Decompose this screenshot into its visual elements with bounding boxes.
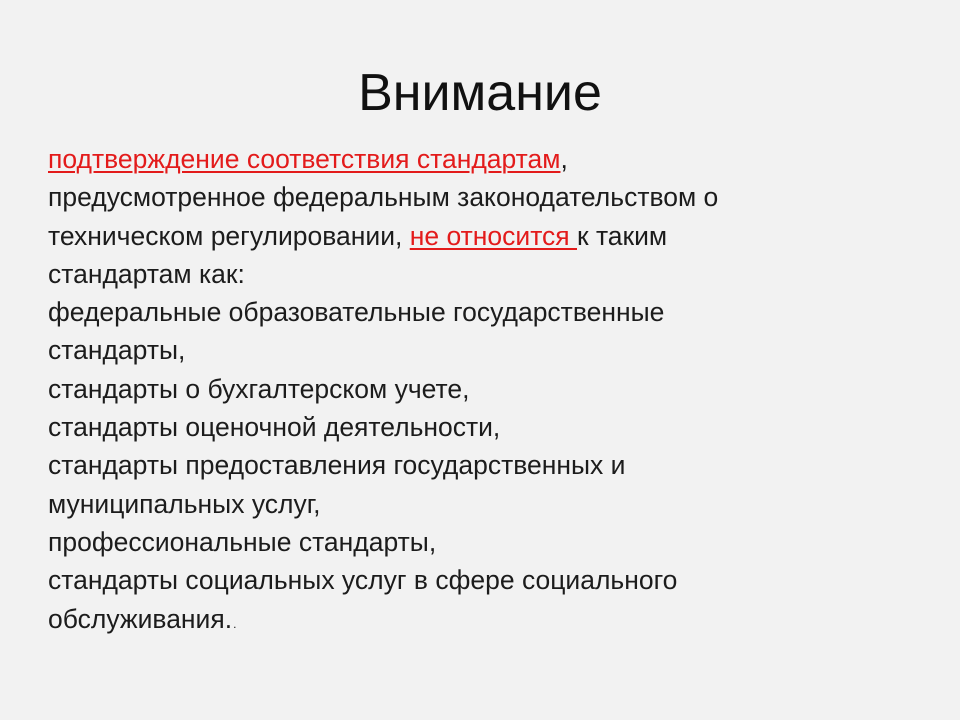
slide-body [48, 140, 928, 643]
list-line: стандарты о бухгалтерском учете, [48, 373, 470, 404]
line-3-start: техническом регулировании, [48, 220, 410, 251]
list-line: муниципальных услуг, [48, 488, 321, 519]
body-line-2: предусмотренное федеральным законодательством о [48, 182, 719, 213]
slide-title: Внимание [358, 64, 602, 122]
comma-text: , [560, 144, 568, 174]
list-line: стандарты, [48, 335, 186, 366]
trailing-mark: . [233, 616, 237, 631]
body-line-1 [48, 140, 928, 178]
highlight-not-applies: не относится [409, 220, 577, 251]
line-3-end: к таким [577, 220, 668, 251]
list-line-last [48, 600, 928, 643]
list-line: профессиональные стандарты, [48, 526, 437, 557]
list-line: федеральные образовательные государственные [48, 297, 665, 328]
list-line: стандарты предоставления государственных и [48, 450, 626, 481]
body-line-4: стандартам как: [48, 258, 245, 289]
highlight-confirmation: подтверждение соответствия стандартам [48, 144, 561, 174]
list-line: стандарты оценочной деятельности, [48, 412, 501, 443]
list-line: стандарты социальных услуг в сфере социального [48, 565, 678, 596]
list-last-text: обслуживания. [48, 603, 233, 634]
body-line-3 [48, 217, 928, 255]
